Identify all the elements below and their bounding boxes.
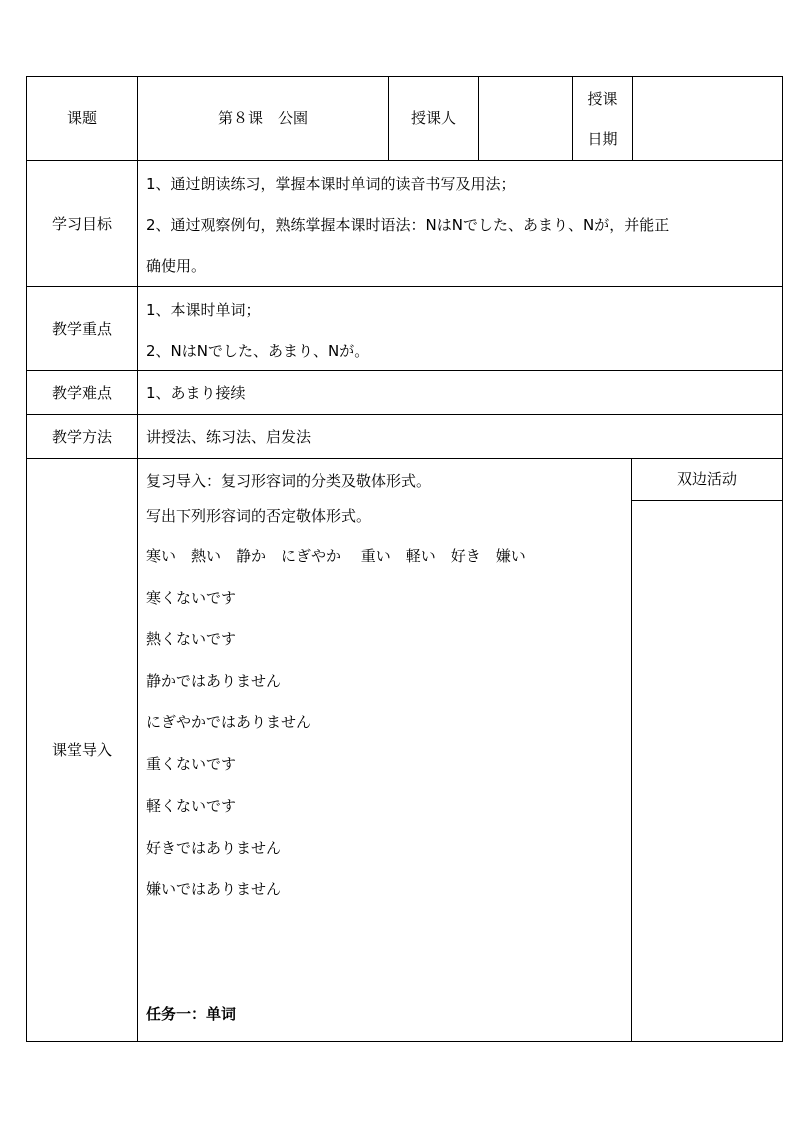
- side-header-divider: [631, 500, 783, 501]
- label-column-divider: [137, 76, 138, 1042]
- activity-column-divider: [631, 458, 632, 1041]
- objective-line: 2、通过观察例句，熟练掌握本课时语法：NはNでした、あまり、Nが，并能正: [146, 216, 670, 234]
- objectives-label: 学习目标: [51, 215, 112, 233]
- teacher-label: 授课人: [410, 109, 456, 127]
- side-activity-header: 双边活动: [676, 470, 737, 488]
- table-border-top: [26, 76, 783, 77]
- table-border-bottom: [26, 1041, 783, 1042]
- key-points-label: 教学重点: [51, 320, 112, 338]
- difficulty-line: 1、あまり接续: [146, 384, 246, 402]
- difficulties-label: 教学难点: [51, 384, 112, 402]
- key-point-line: 1、本课时单词；: [146, 301, 261, 319]
- row-divider: [26, 414, 783, 415]
- key-point-line: 2、NはNでした、あまり、Nが。: [146, 342, 370, 360]
- answer-line: 好きではありません: [146, 839, 282, 857]
- answer-line: 熱くないです: [146, 630, 237, 648]
- methods-label: 教学方法: [51, 428, 112, 446]
- answer-line: 寒くないです: [146, 589, 237, 607]
- adjective-word-list: 寒い 熱い 静か にぎやか 重い 軽い 好き 嫌い: [146, 547, 526, 565]
- answer-line: にぎやかではありません: [146, 713, 312, 731]
- objective-line: 1、通过朗读练习，掌握本课时单词的读音书写及用法；: [146, 175, 516, 193]
- methods-line: 讲授法、练习法、启发法: [146, 428, 312, 446]
- answer-line: 軽くないです: [146, 797, 237, 815]
- header-divider: [632, 76, 633, 160]
- table-border-right: [782, 76, 783, 1042]
- answer-line: 重くないです: [146, 755, 237, 773]
- date-label-line1: 授课: [587, 90, 618, 108]
- task-heading: 任务一：单词: [146, 1005, 237, 1023]
- lead-in-label: 课堂导入: [51, 741, 112, 759]
- row-divider: [26, 458, 783, 459]
- answer-line: 静かではありません: [146, 672, 282, 690]
- row-divider: [26, 286, 783, 287]
- topic-label: 课题: [66, 109, 97, 127]
- header-divider: [478, 76, 479, 160]
- objective-line: 确使用。: [146, 257, 207, 275]
- answer-line: 嫌いではありません: [146, 880, 282, 898]
- row-divider: [26, 370, 783, 371]
- row-divider: [26, 160, 783, 161]
- instruction-line: 写出下列形容词的否定敬体形式。: [146, 507, 372, 525]
- date-label-line2: 日期: [587, 130, 618, 148]
- topic-value: 第８课 公園: [217, 109, 308, 127]
- review-intro: 复习导入：复习形容词的分类及敬体形式。: [146, 472, 432, 490]
